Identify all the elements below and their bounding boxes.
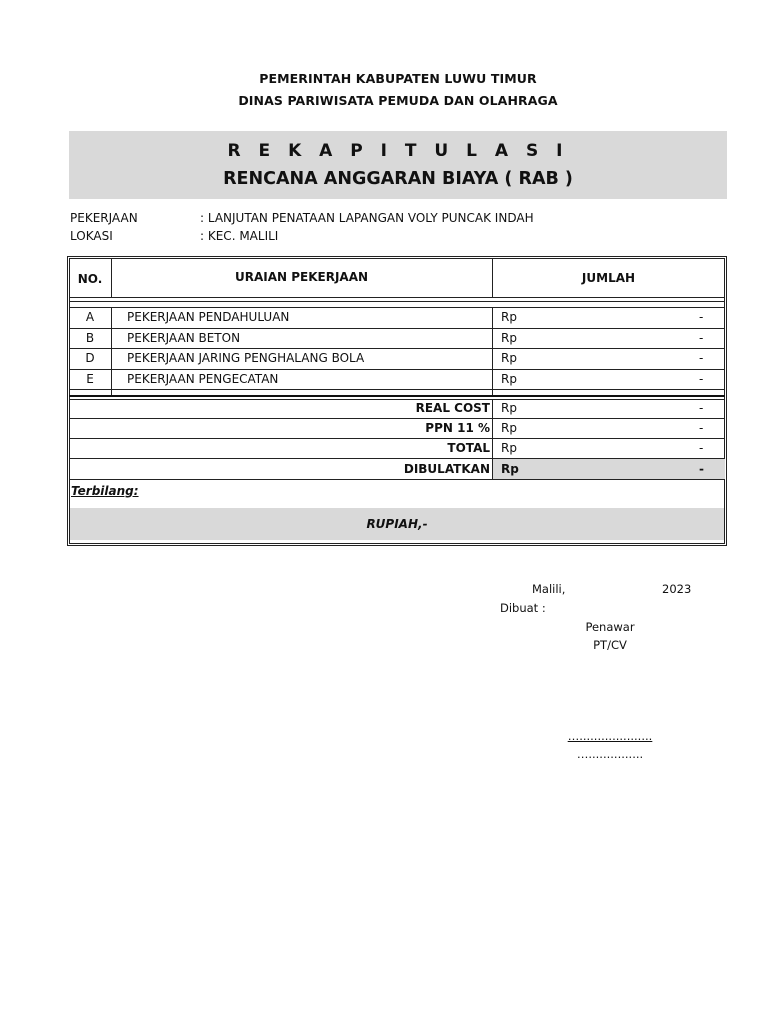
divider [69, 297, 725, 298]
divider [492, 307, 493, 396]
column-header-uraian: URAIAN PEKERJAAN [234, 270, 369, 284]
row-no: B [85, 331, 95, 345]
row-no: A [85, 310, 95, 324]
column-header-no: NO. [77, 272, 103, 286]
row-value: - [699, 351, 704, 365]
row-uraian: PEKERJAAN BETON [127, 331, 241, 345]
sign-place: Malili, [532, 582, 566, 596]
header-line-2: DINAS PARIWISATA PEMUDA DAN OLAHRAGA [238, 93, 558, 108]
row-rp: Rp [501, 310, 517, 324]
pekerjaan-label: PEKERJAAN [70, 211, 138, 225]
header-line-1: PEMERINTAH KABUPATEN LUWU TIMUR [259, 71, 537, 86]
summary-rp: Rp [501, 421, 517, 435]
divider [69, 479, 725, 480]
row-uraian: PEKERJAAN PENDAHULUAN [127, 310, 290, 324]
row-uraian: PEKERJAAN PENGECATAN [127, 372, 279, 386]
summary-label: TOTAL [447, 441, 490, 455]
row-uraian: PEKERJAAN JARING PENGHALANG BOLA [127, 351, 365, 365]
summary-rp: Rp [501, 462, 519, 476]
summary-label: REAL COST [415, 401, 490, 415]
dibulatkan-highlight [493, 459, 725, 479]
divider [69, 389, 725, 390]
pekerjaan-value: : LANJUTAN PENATAAN LAPANGAN VOLY PUNCAK INDAH [200, 211, 534, 225]
lokasi-value: : KEC. MALILI [200, 229, 279, 243]
row-value: - [699, 331, 704, 345]
title-rekapitulasi: R E K A P I T U L A S I [227, 141, 569, 161]
sign-year: 2023 [662, 582, 692, 596]
row-rp: Rp [501, 372, 517, 386]
sign-name: ….................... [567, 729, 653, 743]
row-no: D [85, 351, 95, 365]
summary-label: PPN 11 % [425, 421, 490, 435]
sign-title: …............... [576, 747, 644, 761]
divider [111, 307, 112, 396]
summary-rp: Rp [501, 401, 517, 415]
summary-value: - [699, 441, 704, 455]
divider [69, 395, 725, 397]
sign-company: PT/CV [593, 638, 627, 652]
sign-penawar: Penawar [585, 620, 635, 634]
sign-dibuat: Dibuat : [500, 601, 546, 615]
title-rab: RENCANA ANGGARAN BIAYA ( RAB ) [223, 169, 573, 189]
summary-value: - [699, 401, 704, 415]
terbilang-label: Terbilang: [71, 484, 139, 498]
summary-value: - [699, 462, 704, 476]
rupiah-text: RUPIAH,- [366, 517, 428, 531]
row-value: - [699, 372, 704, 386]
summary-rp: Rp [501, 441, 517, 455]
divider [492, 399, 493, 480]
lokasi-label: LOKASI [70, 229, 113, 243]
column-header-jumlah: JUMLAH [581, 271, 636, 285]
row-no: E [86, 372, 94, 386]
row-rp: Rp [501, 351, 517, 365]
summary-value: - [699, 421, 704, 435]
divider [69, 301, 725, 302]
row-rp: Rp [501, 331, 517, 345]
summary-label: DIBULATKAN [403, 462, 490, 476]
row-value: - [699, 310, 704, 324]
